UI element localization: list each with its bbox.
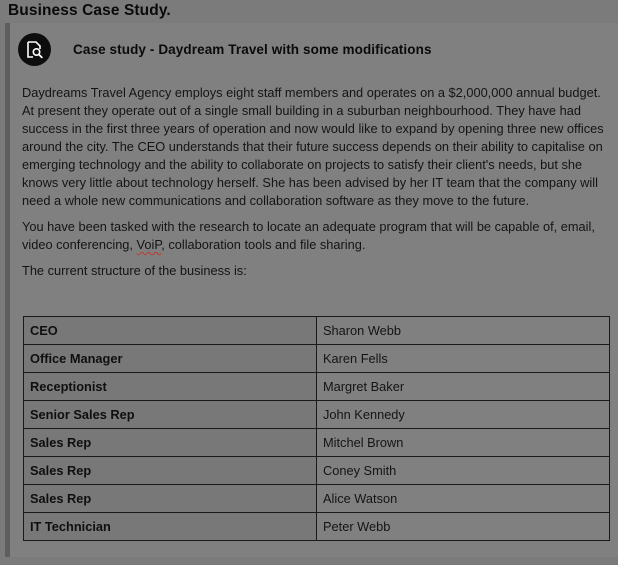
voip-term: VoiP	[136, 237, 162, 252]
table-row	[24, 485, 610, 513]
role-cell: CEO	[24, 317, 317, 345]
document-search-icon	[18, 33, 51, 66]
table-row	[24, 345, 610, 373]
name-cell: Peter Webb	[317, 513, 610, 541]
case-study-body	[22, 84, 612, 280]
task-paragraph	[22, 218, 612, 254]
table-row	[24, 401, 610, 429]
role-cell: Sales Rep	[24, 457, 317, 485]
staff-table	[23, 316, 610, 541]
name-cell: Alice Watson	[317, 485, 610, 513]
table-row	[24, 429, 610, 457]
role-cell: Sales Rep	[24, 429, 317, 457]
role-cell: Senior Sales Rep	[24, 401, 317, 429]
case-study-title: Case study - Daydream Travel with some modifications	[73, 41, 432, 57]
table-row	[24, 373, 610, 401]
role-cell: IT Technician	[24, 513, 317, 541]
name-cell: Coney Smith	[317, 457, 610, 485]
name-cell: Sharon Webb	[317, 317, 610, 345]
role-cell: Office Manager	[24, 345, 317, 373]
task-text-end: , collaboration tools and file sharing.	[161, 237, 366, 252]
name-cell: Margret Baker	[317, 373, 610, 401]
role-cell: Receptionist	[24, 373, 317, 401]
name-cell: John Kennedy	[317, 401, 610, 429]
case-study-header	[18, 32, 432, 66]
table-row	[24, 317, 610, 345]
role-cell: Sales Rep	[24, 485, 317, 513]
structure-intro: The current structure of the business is:	[22, 263, 247, 278]
case-study-panel	[5, 23, 618, 557]
panel-accent-bar	[5, 23, 10, 557]
table-row	[24, 457, 610, 485]
intro-paragraph: Daydreams Travel Agency employs eight staff members and operates on a $2,000,000 annual budget. At present they operate out of a single small building in a suburban neighbourhood. They have had success in the first three years of operation and now would like to expand by opening three new offices around the city. The CEO understands that their future success depends on their ability to capitalise on emerging technology and the ability to collaborate on projects to satisfy their client's needs, but she knows very little about technology herself. She has been advised by her IT team that the company will need a whole new communications and collaboration software as they move to the future.	[22, 85, 604, 208]
name-cell: Karen Fells	[317, 345, 610, 373]
task-text-start: You have been tasked with the research to locate an adequate program that will be capable of, email, video conferencing,	[22, 219, 595, 252]
name-cell: Mitchel Brown	[317, 429, 610, 457]
page-heading: Business Case Study.	[8, 2, 171, 19]
table-row	[24, 513, 610, 541]
